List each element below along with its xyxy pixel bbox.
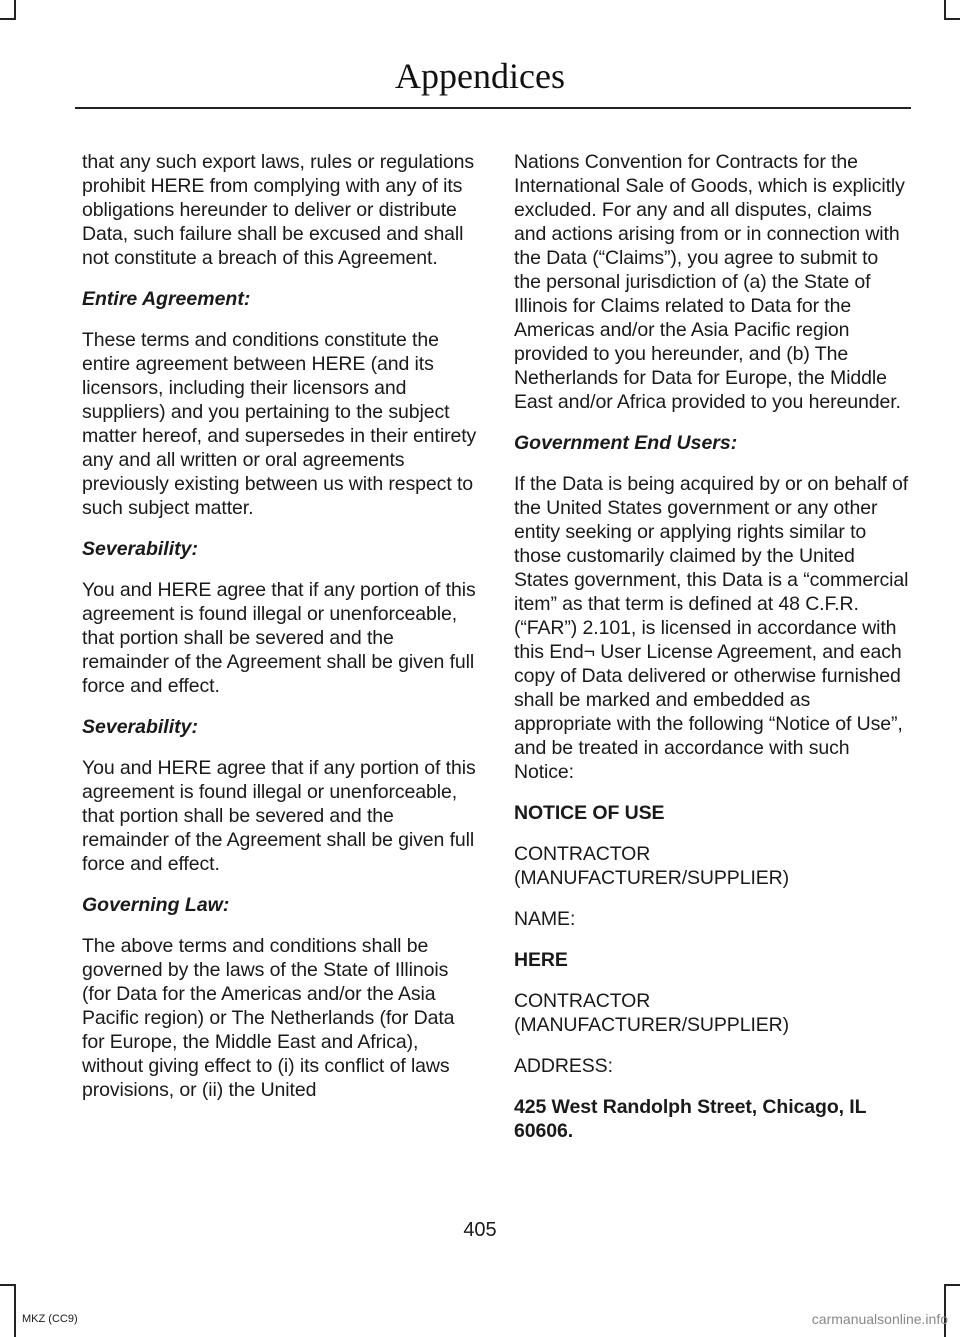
crop-mark <box>944 18 960 20</box>
paragraph: These terms and conditions constitute the entire agreement between HERE (and its licensors, including their licensors and suppliers) and you pertaining to the subject matter hereof, and supersedes in their entirety any and all written or oral agreements previously existing between us with respect to such subject matter. <box>82 329 477 519</box>
page-number: 405 <box>463 1219 497 1241</box>
paragraph: CONTRACTOR (MANUFACTURER/SUPPLIER) <box>514 990 790 1036</box>
paragraph: NOTICE OF USE <box>514 802 665 824</box>
crop-mark <box>944 0 946 18</box>
paragraph: HERE <box>514 949 568 971</box>
paragraph: NAME: <box>514 908 576 930</box>
left-column <box>82 150 477 1119</box>
section-heading: Governing Law: <box>82 894 230 916</box>
watermark: carmanualsonline.info <box>811 1311 948 1327</box>
crop-mark <box>944 1284 960 1286</box>
paragraph: You and HERE agree that if any portion of this agreement is found illegal or unenforceable, that portion shall be severed and the remainder of the Agreement shall be given full force and effect. <box>82 757 476 875</box>
paragraph: ADDRESS: <box>514 1055 613 1077</box>
header-divider <box>75 107 911 109</box>
section-heading: Severability: <box>82 716 198 738</box>
paragraph: that any such export laws, rules or regulations prohibit HERE from complying with any of its obligations hereunder to deliver or distribute Data, such failure shall be excused and shall not constitute a breach of this Agreement. <box>82 151 475 269</box>
section-heading: Severability: <box>82 538 198 560</box>
paragraph: Nations Convention for Contracts for the International Sale of Goods, which is explicitly excluded. For any and all disputes, claims and actions arising from or in connection with the Data (“Claims”), you agree to submit to the personal jurisdiction of (a) the State of Illinois for Claims related to Data for the Americas and/or the Asia Pacific region provided to you hereunder, and (b) The Netherlands for Data for Europe, the Middle East and/or Africa provided to you hereunder. <box>514 151 905 413</box>
page-title: Appendices <box>395 56 565 96</box>
paragraph: CONTRACTOR (MANUFACTURER/SUPPLIER) <box>514 843 790 889</box>
vehicle-model-label: MKZ (CC9) <box>22 1313 78 1325</box>
paragraph: 425 West Randolph Street, Chicago, IL 60606. <box>514 1096 867 1142</box>
crop-mark <box>14 1284 16 1337</box>
crop-mark <box>0 18 16 20</box>
paragraph: If the Data is being acquired by or on behalf of the United States government or any other entity seeking or applying rights similar to those customarily claimed by the United States government, this Data is a “commercial item” as that term is defined at 48 C.F.R. (“FAR”) 2.101, is licensed in accordance with this End¬ User License Agreement, and each copy of Data delivered or otherwise furnished shall be marked and embedded as appropriate with the following “Notice of Use”, and be treated in accordance with such Notice: <box>514 473 909 783</box>
right-column <box>514 150 909 1160</box>
crop-mark <box>14 0 16 18</box>
paragraph: You and HERE agree that if any portion of this agreement is found illegal or unenforceable, that portion shall be severed and the remainder of the Agreement shall be given full force and effect. <box>82 579 476 697</box>
paragraph: The above terms and conditions shall be governed by the laws of the State of Illinois (for Data for the Americas and/or the Asia Pacific region) or The Netherlands (for Data for Europe, the Middle East and Africa), without giving effect to (i) its conflict of laws provisions, or (ii) the United <box>82 935 455 1101</box>
crop-mark <box>0 1284 16 1286</box>
section-heading: Entire Agreement: <box>82 288 251 310</box>
section-heading: Government End Users: <box>514 432 738 454</box>
